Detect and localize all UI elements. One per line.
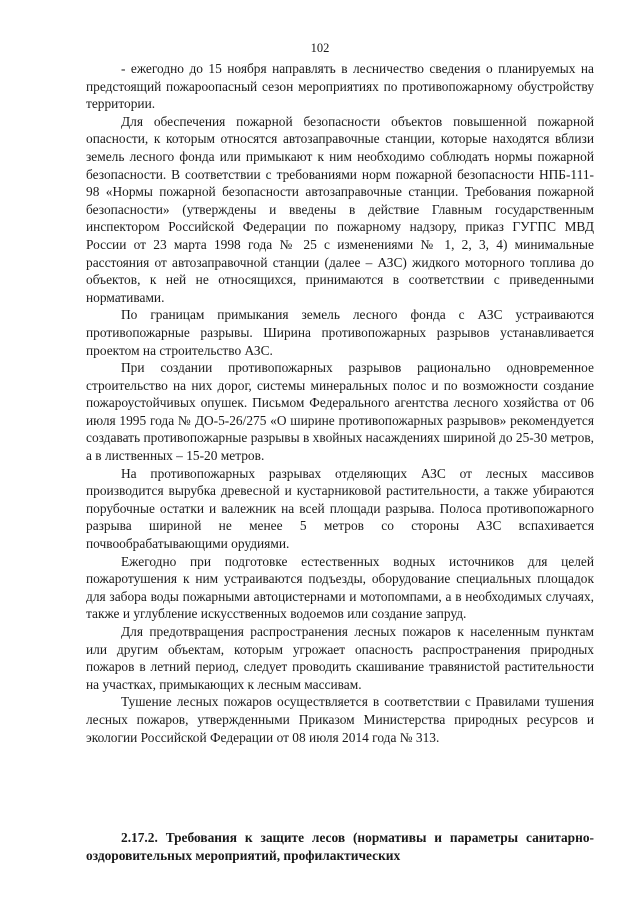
paragraph: Для обеспечения пожарной безопасности объектов повышенной пожарной опасности, к которым относятся автозаправочные станции, которые находятся вблизи земель лесного фонда или примыкают к ним необходимо соблюдать нормы пожарной безопасности. В соответствии с требованиями норм пожарной безопасности НПБ-111-98 «Нормы пожарной безопасности автозаправочные станции. Требования пожарной безопасности» (утверждены и введены в действие Главным государственным инспектором Российской Федерации по пожарному надзору, приказ ГУГПС МВД России от 23 марта 1998 года № 25 с изменениями № 1, 2, 3, 4) минимальные расстояния от автозаправочной станции (далее – АЗС) жидкого моторного топлива до объектов, к ней не относящихся, принимаются в соответствии с приведенными нормативами.: [86, 113, 594, 305]
paragraph: По границам примыкания земель лесного фонда с АЗС устраиваются противопожарные разрывы. Ширина противопожарных разрывов устанавливается проектом на строительство АЗС.: [86, 307, 594, 358]
body-text: [86, 60, 594, 746]
page-number: 102: [310, 41, 330, 55]
paragraph: При создании противопожарных разрывов рационально одновременное строительство на них дорог, системы минеральных полос и по возможности создание пожароустойчивых опушек. Письмом Федерального агентства лесного хозяйства от 06 июля 1995 года № ДО-5-26/275 «О ширине противопожарных разрывов» рекомендуется создавать противопожарные разрывы в хвойных насаждениях шириной до 25-30 метров, а в лиственных – 15-20 метров.: [86, 360, 594, 464]
paragraph: Тушение лесных пожаров осуществляется в соответствии с Правилами тушения лесных пожаров, утвержденными Приказом Министерства природных ресурсов и экологии Российской Федерации от 08 июля 2014 года № 313.: [86, 694, 594, 745]
section-heading: 2.17.2. Требования к защите лесов (нормативы и параметры санитарно-оздоровительных мероприятий, профилактических: [86, 830, 594, 863]
paragraph: На противопожарных разрывах отделяющих АЗС от лесных массивов производится вырубка древесной и кустарниковой растительности, а также убираются порубочные остатки и валежник на всей площади разрыва. Полоса противопожарного разрыва шириной не менее 5 метров со стороны АЗС вспахивается почвообрабатывающими орудиями.: [86, 465, 594, 552]
paragraph: - ежегодно до 15 ноября направлять в лесничество сведения о планируемых на предстоящий пожароопасный сезон мероприятиях по противопожарному обустройству территории.: [86, 61, 594, 112]
paragraph: Ежегодно при подготовке естественных водных источников для целей пожаротушения к ним устраиваются подъезды, оборудование специальных площадок для забора воды пожарными автоцистернами и мотопомпами, а в необходимых случаях, также и углубление искусственных водоемов или создание запруд.: [86, 553, 594, 622]
paragraph: Для предотвращения распространения лесных пожаров к населенным пунктам или другим объектам, которым угрожает опасность распространения природных пожаров в летний период, следует проводить скашивание травянистой растительности на участках, примыкающих к лесным массивам.: [86, 624, 594, 692]
